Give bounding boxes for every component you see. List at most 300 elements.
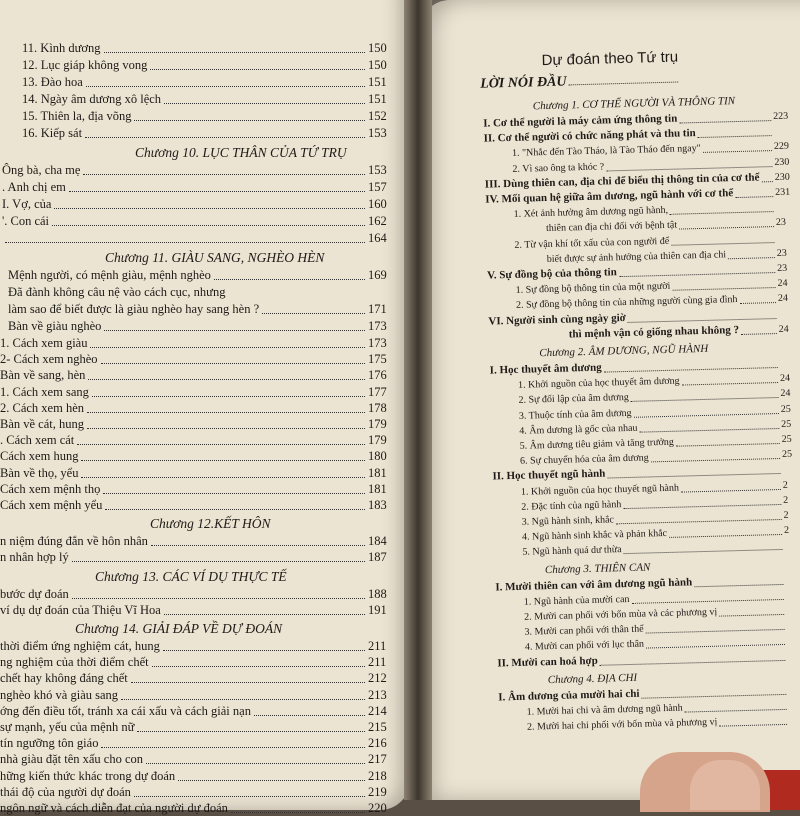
toc-entry — [0, 533, 392, 549]
toc-entry-title: ng nghiệm của thời điểm chết — [0, 655, 149, 670]
dot-leader — [104, 40, 365, 53]
toc-entry-title: 2. Đặc tính của ngũ hành — [521, 498, 622, 513]
thumb-tip — [690, 760, 760, 810]
toc-entry-title: 5. Ngũ hành quá dư thừa — [522, 544, 622, 559]
toc-page-number: 178 — [368, 400, 387, 415]
toc-page-number: 191 — [368, 602, 387, 617]
toc-entry — [0, 703, 392, 719]
dot-leader — [83, 162, 365, 175]
dot-leader — [146, 751, 365, 764]
dot-leader — [623, 540, 782, 554]
toc-entry — [0, 638, 392, 654]
toc-page-number: 24 — [780, 388, 791, 400]
dot-leader — [214, 267, 365, 280]
toc-entry-title: Chương 4. ĐỊA CHI — [547, 671, 638, 686]
toc-entry-title: Bàn về cát, hung — [0, 417, 85, 431]
toc-page-number: 153 — [368, 126, 387, 140]
dot-leader — [150, 57, 365, 70]
dot-leader — [72, 586, 365, 599]
dot-leader — [87, 416, 365, 429]
toc-page-number: 24 — [777, 293, 789, 305]
dot-leader — [606, 157, 772, 171]
toc-entry-title: IV. Mối quan hệ giữa âm dương, ngũ hành với cơ thể — [485, 187, 734, 206]
toc-entry-title: thái độ của người dự đoán — [0, 784, 131, 799]
toc-entry-title: sự mạnh, yếu của mệnh nữ — [0, 720, 135, 734]
dot-leader — [630, 388, 778, 402]
dot-leader — [719, 605, 784, 617]
toc-entry-title: 14. Ngày âm dương xô lệch — [22, 92, 162, 106]
toc-page-number: 152 — [368, 109, 387, 123]
toc-entry — [0, 586, 392, 602]
dot-leader — [682, 373, 778, 386]
dot-leader — [85, 125, 365, 138]
toc-page-number: 230 — [774, 156, 790, 168]
toc-entry — [512, 142, 701, 160]
toc-entry — [518, 391, 629, 407]
dot-leader — [676, 434, 780, 447]
dot-leader — [741, 324, 777, 335]
toc-entry — [519, 406, 632, 422]
toc-entry — [527, 716, 718, 734]
toc-entry-title: ngôn ngữ và cách diễn đạt của người dự đoán — [0, 801, 228, 815]
dot-leader — [697, 126, 771, 138]
toc-entry — [8, 267, 392, 283]
toc-page-number: 173 — [368, 336, 387, 350]
chapter-heading: Chương 13. CÁC VÍ DỤ THỰC TẾ — [95, 568, 287, 584]
toc-entry-title: 2. Vì sao ông ta khóc ? — [512, 161, 605, 175]
toc-page-number: 25 — [781, 448, 793, 461]
toc-entry-title: 1. Khởi nguồn của học thuyết âm dương — [517, 375, 680, 392]
toc-entry-title: thì mệnh vận có giống nhau không ? — [568, 323, 740, 341]
dot-leader — [672, 278, 775, 291]
toc-entry — [22, 108, 392, 124]
toc-entry — [521, 498, 621, 514]
dot-leader — [735, 187, 773, 198]
toc-entry — [0, 549, 392, 565]
toc-page-number: 181 — [368, 481, 387, 496]
toc-entry-title: 2- Cách xem nghèo — [0, 352, 98, 367]
toc-page-number: 157 — [368, 180, 387, 194]
dot-leader — [5, 230, 365, 243]
toc-entry-title: biết được sự ảnh hưởng của thiên can địa chi — [546, 249, 727, 265]
toc-page-number: 151 — [368, 75, 387, 89]
dot-leader — [86, 74, 365, 87]
toc-entry-title: 1. Ngũ hành của mười can — [523, 593, 630, 608]
toc-page-number: 229 — [773, 141, 790, 153]
toc-entry-title: 2. Mười can phối với bốn mùa và các phương vị — [524, 606, 718, 623]
toc-entry — [22, 125, 392, 141]
toc-page-number: 2 — [783, 494, 789, 506]
dot-leader — [623, 495, 781, 509]
chapter-heading — [539, 343, 708, 360]
toc-page-number: 179 — [368, 433, 387, 448]
toc-entry — [522, 527, 667, 544]
toc-entry — [0, 400, 392, 416]
toc-page-number: 25 — [781, 433, 792, 445]
toc-entry — [0, 367, 392, 383]
toc-section — [569, 324, 740, 341]
dot-leader — [151, 533, 365, 546]
toc-page-number: 217 — [368, 752, 387, 767]
toc-section — [495, 576, 692, 594]
toc-entry — [0, 784, 392, 800]
dot-leader — [152, 654, 365, 667]
toc-entry-title: n nhân hợp lý — [0, 550, 69, 565]
dot-leader — [104, 318, 365, 331]
toc-entry-title: . Cách xem cát — [0, 433, 75, 448]
dot-leader — [616, 510, 782, 524]
chapter-heading: Chương 11. GIÀU SANG, NGHÈO HÈN — [105, 250, 325, 265]
toc-entry — [8, 301, 392, 317]
toc-entry-title: 2. Từ vận khí tốt xấu của con người để — [514, 235, 670, 251]
toc-page-number: 25 — [781, 418, 792, 430]
dot-leader — [101, 735, 365, 748]
toc-entry-title: '. Con cái — [2, 214, 50, 228]
chapter-heading: Chương 10. LỤC THÂN CỦA TỨ TRỤ — [135, 145, 347, 160]
dot-leader — [607, 464, 780, 479]
chapter-heading — [548, 672, 638, 687]
toc-entry-title: thời điểm ứng nghiệm cát, hung — [0, 639, 160, 653]
toc-page-number: 184 — [368, 534, 387, 549]
toc-entry-title: 1. Khởi nguồn của học thuyết ngũ hành — [520, 482, 680, 498]
toc-entry-title: 3. Mười can phối với thân thể — [524, 623, 644, 638]
dot-leader — [134, 784, 365, 797]
dot-leader — [72, 549, 365, 562]
toc-entry-title: I. Vợ, của — [2, 197, 52, 211]
toc-entry — [515, 280, 670, 297]
toc-entry — [516, 293, 738, 312]
toc-entry-title: chết hay không đáng chết — [0, 671, 128, 686]
toc-page-number: 212 — [368, 671, 387, 686]
toc-entry — [547, 248, 727, 266]
dot-leader — [178, 768, 365, 781]
dot-leader — [639, 419, 779, 433]
toc-entry-title: Cách xem mệnh yểu — [0, 498, 103, 512]
toc-page-number: 162 — [368, 214, 387, 228]
book-title: Dự đoán theo Tứ trụ — [541, 48, 679, 70]
dot-leader — [632, 590, 784, 604]
toc-section — [488, 312, 626, 329]
dot-leader — [69, 179, 365, 192]
foreword-title: LỜI NÓI ĐẦU — [480, 72, 679, 93]
toc-page-number: 175 — [368, 352, 387, 367]
toc-entry — [513, 204, 668, 221]
toc-entry-title: thiên can địa chi đối với bệnh tật — [545, 220, 678, 235]
dot-leader — [164, 91, 365, 104]
toc-entry-title: ớng đến điều tốt, tránh xa cái xấu và cách giải nạn — [0, 703, 251, 718]
chapter-heading — [533, 95, 736, 113]
toc-page-number: 23 — [777, 262, 788, 275]
dot-leader — [669, 525, 782, 538]
toc-page-number: 160 — [368, 197, 387, 211]
dot-leader — [134, 108, 365, 121]
right-page-content — [430, 0, 800, 800]
dot-leader — [651, 449, 780, 462]
toc-page-number: 2 — [783, 524, 790, 537]
toc-entry-title: Bàn về sang, hèn — [0, 368, 86, 383]
toc-entry-title: 11. Kình dương — [22, 41, 101, 55]
left-page-content — [0, 0, 400, 815]
toc-page-number: 173 — [368, 319, 387, 333]
toc-entry-title: II. Học thuyết ngũ hành — [492, 467, 606, 483]
toc-page-number: 2 — [783, 509, 789, 521]
toc-entry-title: nghèo khó và giàu sang — [0, 687, 119, 702]
toc-page-number: 214 — [368, 703, 387, 718]
dot-leader — [77, 432, 365, 445]
toc-entry-title: ví dụ dự đoán của Thiệu Vĩ Hoa — [0, 602, 161, 617]
toc-page-number: 216 — [368, 736, 387, 751]
toc-page-number: 220 — [368, 801, 387, 815]
toc-section — [492, 468, 605, 484]
toc-section — [497, 654, 598, 670]
toc-entry-title: Chương 2. ÂM DƯƠNG, NGŨ HÀNH — [539, 342, 709, 360]
dot-leader — [627, 309, 776, 323]
chapter-heading — [545, 561, 651, 577]
toc-entry — [521, 481, 679, 498]
dot-leader — [88, 367, 365, 380]
toc-entry — [0, 497, 392, 513]
toc-entry-title: 2. Cách xem hèn — [0, 400, 85, 415]
toc-page-number: 151 — [368, 92, 387, 106]
toc-page-number: 23 — [776, 247, 787, 259]
toc-entry-title: 13. Đào hoa — [22, 75, 83, 89]
toc-entry — [0, 735, 392, 751]
chapter-heading: Chương 12.KẾT HÔN — [150, 516, 271, 532]
toc-page-number: 150 — [368, 58, 387, 72]
dot-leader — [54, 196, 365, 209]
toc-entry-title: Bàn về giàu nghèo — [8, 319, 102, 333]
toc-page-number: 169 — [368, 268, 387, 282]
dot-leader — [90, 335, 365, 348]
toc-entry — [524, 593, 630, 609]
toc-page-number: 24 — [778, 323, 789, 335]
toc-entry — [0, 602, 392, 618]
toc-entry — [520, 436, 674, 453]
toc-entry-title: 1. Cách xem giàu — [0, 336, 88, 350]
toc-page-number: 183 — [368, 498, 387, 512]
toc-entry — [0, 465, 392, 481]
toc-entry-title: 1. "Nhắc đến Tào Tháo, là Tào Tháo đến ngay" — [511, 143, 701, 160]
toc-entry — [0, 384, 392, 400]
toc-entry-title: 3. Thuộc tính của âm dương — [518, 407, 632, 422]
dot-leader — [762, 172, 773, 182]
toc-page-number: 211 — [368, 655, 387, 670]
toc-entry-title: 1. Mười hai chi và âm dương ngũ hành — [526, 702, 683, 718]
toc-entry-title: 16. Kiếp sát — [22, 126, 83, 140]
toc-entry — [2, 162, 392, 178]
toc-page-number: 150 — [368, 41, 387, 55]
toc-entry-title: Đã đành không câu nệ vào cách cục, nhưng — [8, 285, 226, 299]
toc-entry-title: 12. Lục giáp không vong — [22, 58, 148, 72]
toc-entry — [0, 687, 392, 703]
dot-leader — [645, 620, 784, 634]
toc-entry — [0, 768, 392, 784]
toc-section — [498, 688, 640, 705]
toc-entry-title: I. Âm dương của mười hai chi — [498, 687, 640, 704]
toc-page-number: 219 — [368, 784, 387, 799]
toc-entry-title: Bàn về thọ, yểu — [0, 465, 79, 480]
toc-entry — [524, 623, 643, 639]
dot-leader — [52, 213, 365, 226]
toc-page-number: 23 — [775, 217, 787, 229]
toc-entry-title: 2. Mười hai chi phối với bốn mùa và phương vị — [526, 716, 718, 733]
toc-entry — [0, 335, 392, 351]
toc-entry-title: 4. Âm dương là gốc của nhau — [519, 422, 638, 437]
toc-entry — [546, 219, 677, 235]
toc-entry-title: II. Mười can hoá hợp — [497, 654, 598, 670]
toc-section — [490, 362, 602, 378]
dot-leader — [646, 635, 785, 649]
dot-leader — [703, 141, 772, 153]
toc-entry — [0, 448, 392, 464]
toc-page-number: 164 — [368, 231, 387, 245]
toc-entry — [520, 452, 649, 468]
toc-page-number: 180 — [368, 449, 387, 464]
dot-leader — [254, 703, 365, 716]
toc-entry — [0, 416, 392, 432]
toc-entry — [525, 638, 644, 654]
dot-leader — [604, 358, 778, 373]
toc-entry-title: VI. Người sinh cùng ngày giờ — [488, 311, 626, 328]
toc-entry-title: II. Cơ thể người có chức năng phát và thu tin — [483, 127, 696, 145]
dot-leader — [121, 687, 365, 700]
toc-entry — [524, 606, 717, 624]
toc-entry — [22, 57, 392, 73]
toc-entry-title: 1. Xét ảnh hưởng âm dương ngũ hành, — [513, 205, 669, 221]
toc-entry-title: làm sao để biết được là giàu nghèo hay sang hèn ? — [8, 302, 260, 316]
dot-leader — [681, 480, 781, 493]
toc-entry-title: n niệm đúng đắn về hôn nhân — [0, 534, 148, 549]
toc-entry — [8, 284, 392, 300]
dot-leader — [92, 384, 365, 397]
dot-leader — [641, 685, 786, 699]
toc-entry-title: I. Học thuyết âm dương — [489, 361, 602, 377]
toc-section — [487, 266, 617, 282]
toc-entry-title: 5. Âm dương tiêu giảm và tăng trưởng — [519, 436, 674, 452]
toc-entry — [0, 481, 392, 497]
toc-entry-title: III. Dùng thiên can, địa chi để biểu thị thông tin của cơ thể — [484, 171, 760, 191]
toc-entry-title: bước dự đoán — [0, 586, 69, 601]
toc-page-number: 181 — [368, 465, 387, 480]
toc-page-number: 188 — [368, 586, 387, 601]
dot-leader — [262, 301, 365, 314]
toc-entry-title: 1. Cách xem sang — [0, 384, 89, 399]
toc-page-number: 218 — [368, 768, 387, 783]
toc-entry-title: 2. Sự đối lập của âm dương — [518, 392, 629, 407]
toc-entry-title: I. Cơ thể người là máy cảm ứng thông tin — [483, 112, 678, 130]
dot-leader — [131, 670, 365, 683]
toc-page-number: 187 — [368, 550, 387, 565]
toc-page-number: 171 — [368, 302, 387, 316]
toc-entry — [514, 234, 669, 251]
toc-page-number: 223 — [773, 110, 789, 123]
toc-page-number: 176 — [368, 368, 387, 383]
toc-page-number: 2 — [782, 479, 788, 491]
toc-entry — [0, 351, 392, 367]
toc-page-number: 211 — [368, 639, 387, 653]
toc-entry-title: I. Mười thiên can với âm dương ngũ hành — [495, 575, 693, 594]
toc-entry-title: Cách xem hung — [0, 449, 79, 464]
toc-entry — [518, 375, 680, 392]
dot-leader — [719, 715, 787, 727]
toc-entry-title: Chương 1. CƠ THỂ NGƯỜI VÀ THÔNG TIN — [532, 95, 736, 113]
toc-entry-title: Mệnh người, có mệnh giàu, mệnh nghèo — [8, 268, 211, 282]
dot-leader — [684, 700, 786, 713]
dot-leader — [634, 404, 779, 418]
toc-entry — [22, 91, 392, 107]
toc-page-number: 215 — [368, 720, 387, 734]
dot-leader — [599, 651, 785, 666]
toc-entry — [22, 40, 392, 56]
toc-entry-title: 3. Ngũ hành sinh, khắc — [521, 514, 615, 528]
dot-leader — [679, 111, 771, 123]
dot-leader — [164, 602, 365, 615]
toc-page-number: 153 — [368, 163, 387, 177]
dot-leader — [105, 497, 365, 510]
dot-leader — [103, 481, 365, 494]
toc-entry-title: hững kiến thức khác trong dự đoán — [0, 768, 176, 783]
toc-entry — [0, 719, 392, 735]
toc-entry-title: Cách xem mệnh thọ — [0, 481, 101, 496]
toc-page-number: 25 — [780, 403, 791, 415]
toc-entry — [0, 751, 392, 767]
toc-entry-title: Ông bà, cha mẹ — [2, 163, 81, 177]
toc-entry — [0, 670, 392, 686]
toc-entry-title: 4. Ngũ hành sinh khắc và phản khắc — [521, 528, 668, 543]
dot-leader — [137, 719, 365, 732]
toc-entry-title: Chương 3. THIÊN CAN — [544, 561, 651, 576]
toc-entry — [512, 160, 604, 175]
toc-entry — [2, 196, 392, 212]
dot-leader — [740, 293, 776, 304]
toc-entry — [522, 544, 621, 560]
toc-entry-title: 4. Mười can phối với lục thân — [524, 639, 645, 654]
dot-leader — [163, 638, 365, 651]
dot-leader — [81, 465, 365, 478]
dot-leader — [679, 217, 774, 229]
dot-leader — [728, 248, 775, 259]
toc-page-number: 213 — [368, 687, 387, 702]
toc-entry — [527, 702, 683, 719]
dot-leader — [669, 202, 773, 215]
toc-page-number: 24 — [779, 372, 791, 385]
toc-page-number: 231 — [775, 186, 791, 199]
toc-entry-title: V. Sự đồng bộ của thông tin — [487, 266, 617, 282]
book-gutter — [404, 0, 432, 800]
toc-entry — [0, 432, 392, 448]
toc-entry — [2, 213, 392, 229]
toc-entry-title: tín ngưỡng tôn giáo — [0, 736, 99, 751]
toc-entry — [8, 318, 392, 334]
dot-leader — [231, 800, 365, 813]
dot-leader — [81, 448, 365, 461]
toc-entry-title: 1. Sự đồng bộ thông tin của một người — [515, 280, 671, 297]
toc-entry — [0, 654, 392, 670]
dot-leader — [671, 233, 774, 246]
toc-entry — [22, 74, 392, 90]
dot-leader — [694, 575, 783, 587]
toc-entry — [2, 179, 392, 195]
toc-entry — [522, 513, 615, 528]
toc-entry — [2, 230, 392, 246]
toc-page-number: 24 — [777, 277, 788, 290]
toc-entry — [519, 422, 637, 438]
toc-entry-title: . Anh chị em — [2, 180, 66, 194]
toc-page-number: 179 — [368, 417, 387, 431]
toc-entry-title: 15. Thiên la, địa võng — [22, 109, 132, 123]
dot-leader — [619, 263, 775, 277]
chapter-heading: Chương 14. GIẢI ĐÁP VỀ DỰ ĐOÁN — [75, 621, 283, 636]
